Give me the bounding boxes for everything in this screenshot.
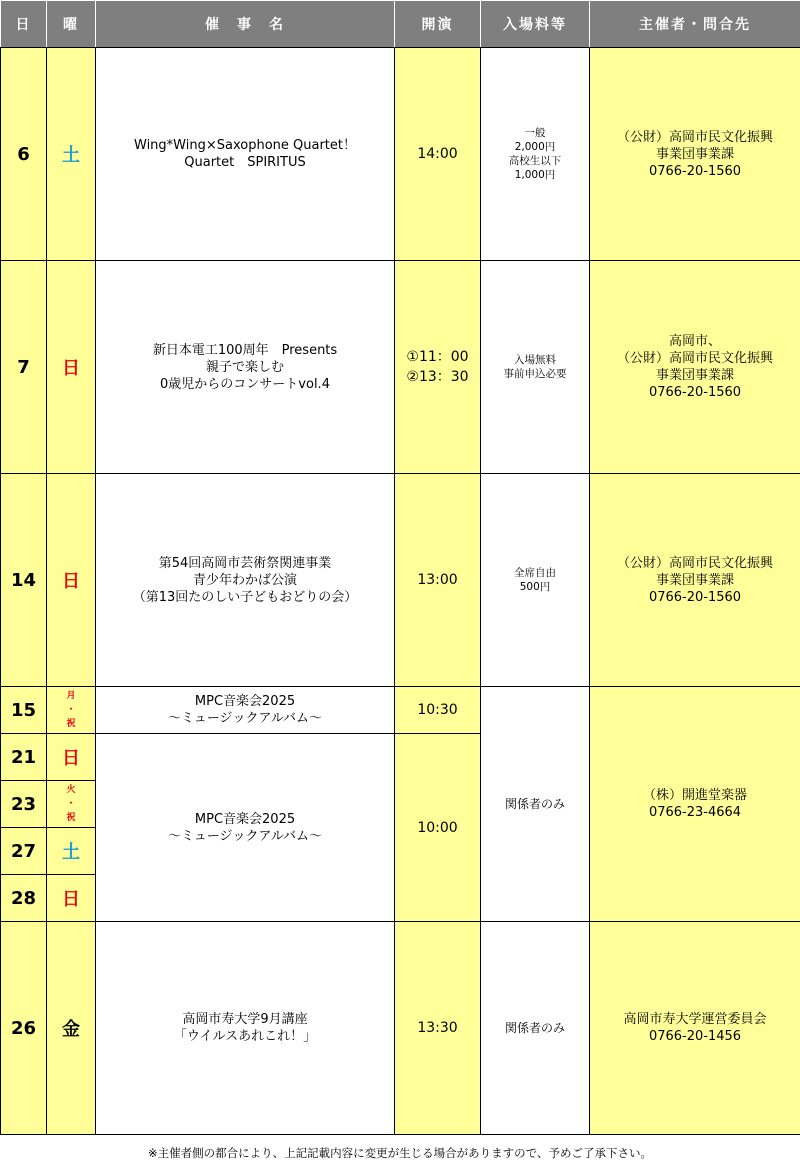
- weekday-cell: 日: [47, 734, 96, 781]
- org-line: 高岡市、: [668, 334, 721, 349]
- organizer-contact: [590, 922, 800, 1135]
- header-event: 催 事 名: [96, 1, 395, 48]
- title-line: 親子で楽しむ: [205, 359, 284, 375]
- org-line: 0766-20-1456: [648, 1029, 742, 1044]
- title-line: 第54回高岡市芸術祭関連事業: [158, 555, 332, 571]
- header-start: 開演: [395, 1, 481, 48]
- weekday-char: 祝: [66, 719, 76, 729]
- weekday-cell: [47, 781, 96, 828]
- start-time: [395, 474, 481, 687]
- fee-line: 2,000円: [514, 141, 556, 153]
- weekday-cell: 土: [47, 48, 96, 261]
- fee-line: 500円: [519, 581, 551, 593]
- fee-line: 関係者のみ: [504, 797, 565, 811]
- org-line: 0766-20-1560: [648, 385, 742, 400]
- weekday-cell: [47, 687, 96, 734]
- day-cell: 28: [1, 875, 47, 922]
- weekday-cell: 土: [47, 828, 96, 875]
- day-cell: 14: [1, 474, 47, 687]
- start-time: 13:30: [395, 922, 481, 1135]
- fee-line: 事前申込必要: [503, 368, 567, 380]
- event-title: [96, 734, 395, 922]
- weekday-char: 火: [66, 785, 76, 795]
- fee-line: 高校生以下: [508, 155, 562, 167]
- organizer-contact: [590, 261, 800, 474]
- time-line: ①11：00: [406, 349, 469, 365]
- weekday-char: 月: [66, 691, 76, 701]
- start-time: 10:00: [395, 734, 481, 922]
- org-line: 0766-20-1560: [648, 163, 742, 179]
- org-line: 高岡市寿大学運営委員会: [623, 1012, 767, 1027]
- fee-line: 一般: [524, 127, 546, 139]
- title-line: Quartet SPIRITUS: [184, 155, 306, 170]
- admission-fee: [481, 474, 590, 687]
- org-line: 事業団事業課: [655, 146, 734, 162]
- title-line: ～ミュージックアルバム～: [167, 828, 323, 844]
- time-line: ②13：30: [406, 369, 469, 385]
- footnote: ※主催者側の都合により、上記記載内容に変更が生じる場合がありますので、予めご了承下さい。: [148, 1146, 652, 1160]
- event-title: [96, 261, 395, 474]
- fee-line: 入場無料: [514, 354, 556, 366]
- header-fee: 入場料等: [481, 1, 590, 48]
- time-line: 13:00: [417, 572, 458, 588]
- day-cell: 23: [1, 781, 47, 828]
- title-line: MPC音楽会2025: [194, 811, 296, 827]
- day-cell: 15: [1, 687, 47, 734]
- org-line: （公財）高岡市民文化振興: [616, 129, 773, 145]
- event-title: [96, 474, 395, 687]
- table-row: [1, 474, 800, 687]
- event-title: [96, 922, 395, 1135]
- time-line: 14:00: [417, 146, 458, 162]
- fee-line: 全席自由: [514, 567, 556, 579]
- weekday-char: ・: [66, 799, 76, 809]
- admission-fee: [481, 261, 590, 474]
- weekday-cell: 日: [47, 474, 96, 687]
- table-row: [1, 48, 800, 261]
- day-cell: 7: [1, 261, 47, 474]
- title-line: MPC音楽会2025: [194, 694, 296, 709]
- start-time: [395, 48, 481, 261]
- title-line: 高岡市寿大学9月講座: [182, 1012, 308, 1027]
- organizer-contact: [590, 687, 800, 922]
- title-line: 0歳児からのコンサートvol.4: [160, 376, 330, 392]
- header-row: [1, 1, 800, 48]
- header-org: 主催者・問合先: [590, 1, 800, 48]
- title-line: 「ウイルスあれこれ！」: [173, 1029, 317, 1044]
- day-cell: 21: [1, 734, 47, 781]
- start-time: [395, 261, 481, 474]
- org-line: （株）開進堂楽器: [642, 788, 747, 803]
- table-row: [1, 261, 800, 474]
- table-row: [1, 922, 800, 1135]
- title-line: 青少年わかば公演: [192, 572, 297, 588]
- weekday-cell: 日: [47, 261, 96, 474]
- org-line: 事業団事業課: [655, 368, 734, 383]
- title-line: （第13回たのしい子どもおどりの会）: [132, 589, 358, 605]
- org-line: （公財）高岡市民文化振興: [616, 351, 773, 366]
- organizer-contact: [590, 48, 800, 261]
- admission-fee: [481, 48, 590, 261]
- weekday-char: ・: [66, 705, 76, 715]
- org-line: （公財）高岡市民文化振興: [616, 555, 773, 571]
- header-dow: 曜: [47, 1, 96, 48]
- weekday-cell: 金: [47, 922, 96, 1135]
- title-line: ～ミュージックアルバム～: [167, 711, 323, 726]
- fee-line: 1,000円: [514, 169, 556, 181]
- table-row: [1, 687, 800, 734]
- organizer-contact: [590, 474, 800, 687]
- weekday-cell: 日: [47, 875, 96, 922]
- weekday-char: 祝: [66, 813, 76, 823]
- day-cell: 27: [1, 828, 47, 875]
- title-line: Wing*Wing×Saxophone Quartet！: [134, 138, 356, 153]
- event-title: [96, 687, 395, 734]
- org-line: 0766-20-1560: [648, 589, 742, 605]
- day-cell: 6: [1, 48, 47, 261]
- org-line: 0766-23-4664: [648, 805, 742, 820]
- admission-fee: [481, 687, 590, 922]
- title-line: 新日本電工100周年 Presents: [152, 342, 338, 358]
- admission-fee: 関係者のみ: [481, 922, 590, 1135]
- event-title: [96, 48, 395, 261]
- start-time: 10:30: [395, 687, 481, 734]
- org-line: 事業団事業課: [655, 572, 734, 588]
- day-cell: 26: [1, 922, 47, 1135]
- header-day: 日: [1, 1, 47, 48]
